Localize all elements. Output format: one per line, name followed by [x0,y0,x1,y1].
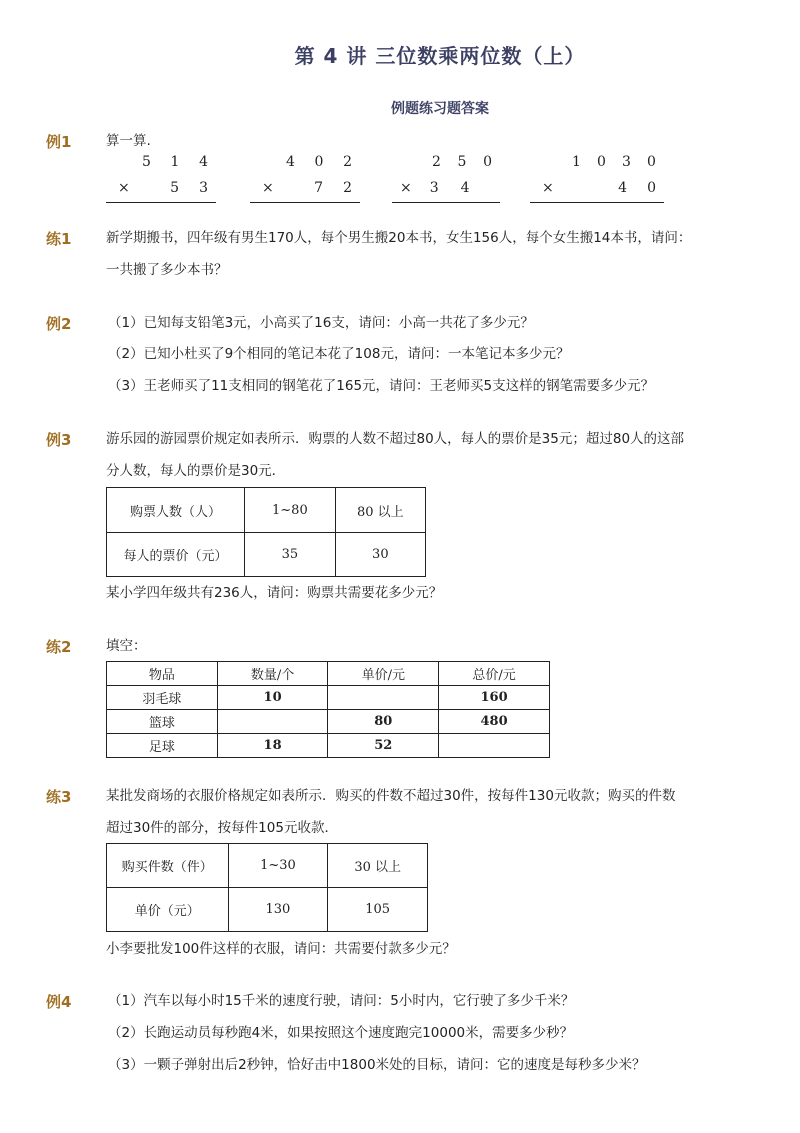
digit: 4 [460,180,470,196]
digit: 7 [314,180,324,196]
page-title: 第 4 讲 三位数乘两位数（上） [294,44,586,68]
digit: 2 [432,154,441,170]
table-cell: 1~80 [245,488,336,533]
table-header-cell: 单价/元 [328,662,439,686]
digit: 5 [457,154,467,170]
multiplication-problem [250,152,360,203]
digit: 4 [286,154,295,170]
digit: 1 [170,154,180,170]
practice-3-line-1: 某批发商场的衣服价格规定如表所示．购买的件数不超过30件，按每件130元收款；购买的件数 [106,788,676,804]
table-cell: 购票人数（人） [107,488,245,533]
example-4-item-2: （2）长跑运动员每秒跑4米，如果按照这个速度跑完10000米，需要多少秒？ [108,1025,574,1041]
digit: 4 [199,154,208,170]
example-1-instruction: 算一算. [106,133,151,149]
digit: 0 [483,154,492,170]
digit: 0 [647,154,656,170]
times-sign: × [542,180,554,196]
example-3-question: 某小学四年级共有236人，请问：购票共需要花多少元？ [106,585,443,601]
example-3-line-1: 游乐园的游园票价规定如表所示．购票的人数不超过80人，每人的票价是35元；超过80人的这部 [106,431,685,447]
table-cell: 80 以上 [335,488,425,533]
practice-3-label: 练3 [46,788,72,806]
table-cell: 35 [245,533,336,577]
table-cell: 30 [335,533,425,577]
example-1-label: 例1 [46,133,72,151]
digit: 1 [572,154,581,170]
table-row [107,734,550,758]
example-3-line-2: 分人数，每人的票价是30元． [106,463,286,479]
table-cell: 80 [328,710,439,734]
table-cell: 10 [217,686,328,710]
table-cell [439,734,550,758]
table-cell: 羽毛球 [107,686,218,710]
result-line [250,202,360,203]
digit: 3 [429,180,439,196]
table-cell: 160 [439,686,550,710]
example-2-item-2: （2）已知小杜买了9个相同的笔记本花了108元，请问：一本笔记本多少元？ [108,346,570,362]
table-cell: 1~30 [228,844,328,888]
times-sign: × [400,180,412,196]
practice-2-label: 练2 [46,638,72,656]
digit: 0 [647,180,656,196]
table-cell: 52 [328,734,439,758]
table-cell [217,710,328,734]
result-line [530,202,664,203]
table-cell: 购买件数（件） [107,844,229,888]
practice-1-line-2: 一共搬了多少本书？ [106,262,228,278]
table-cell: 30 以上 [328,844,428,888]
result-line [106,202,216,203]
table-cell [328,686,439,710]
example-2-label: 例2 [46,315,72,333]
table-row [107,710,550,734]
digit: 0 [597,154,606,170]
example-4-item-3: （3）一颗子弹射出后2秒钟，恰好击中1800米处的目标，请问：它的速度是每秒多少米？ [108,1057,646,1073]
table-cell: 130 [228,888,328,932]
table-cell: 单价（元） [107,888,229,932]
digit: 3 [622,154,631,170]
table-header-cell: 数量/个 [217,662,328,686]
page-subtitle: 例题练习题答案 [391,101,489,117]
example-3-label: 例3 [46,431,72,449]
table-cell: 480 [439,710,550,734]
example-4-item-1: （1）汽车以每小时15千米的速度行驶，请问：5小时内，它行驶了多少千米？ [108,993,575,1009]
multiplication-problem [392,152,500,203]
practice-1-line-1: 新学期搬书，四年级有男生170人，每个男生搬20本书，女生156人，每个女生搬14本书，请问： [106,230,692,246]
table-cell: 每人的票价（元） [107,533,245,577]
table-cell: 105 [328,888,428,932]
times-sign: × [118,180,130,196]
example-2-item-1: （1）已知每支铅笔3元，小高买了16支，请问：小高一共花了多少元？ [108,315,534,331]
multiplication-problem [106,152,216,203]
digit: 2 [343,154,352,170]
digit: 5 [142,154,151,170]
result-line [392,202,500,203]
practice-3-line-2: 超过30件的部分，按每件105元收款． [106,820,338,836]
example-2-item-3: （3）王老师买了11支相同的钢笔花了165元，请问：王老师买5支这样的钢笔需要多少元？ [108,378,655,394]
table-row [107,686,550,710]
times-sign: × [262,180,274,196]
fill-in-table [106,661,550,758]
multiplication-problem [530,152,664,203]
practice-1-label: 练1 [46,230,72,248]
digit: 5 [170,180,180,196]
digit: 2 [343,180,352,196]
table-cell: 足球 [107,734,218,758]
example-4-label: 例4 [46,993,72,1011]
digit: 3 [199,180,208,196]
table-header-cell: 物品 [107,662,218,686]
table-cell: 篮球 [107,710,218,734]
table-header-cell: 总价/元 [439,662,550,686]
ticket-price-table [106,487,426,577]
table-cell: 18 [217,734,328,758]
digit: 4 [618,180,628,196]
practice-3-question: 小李要批发100件这样的衣服，请问：共需要付款多少元？ [106,941,456,957]
practice-2-instruction: 填空： [106,638,147,654]
digit: 0 [314,154,324,170]
clothing-price-table [106,843,428,932]
